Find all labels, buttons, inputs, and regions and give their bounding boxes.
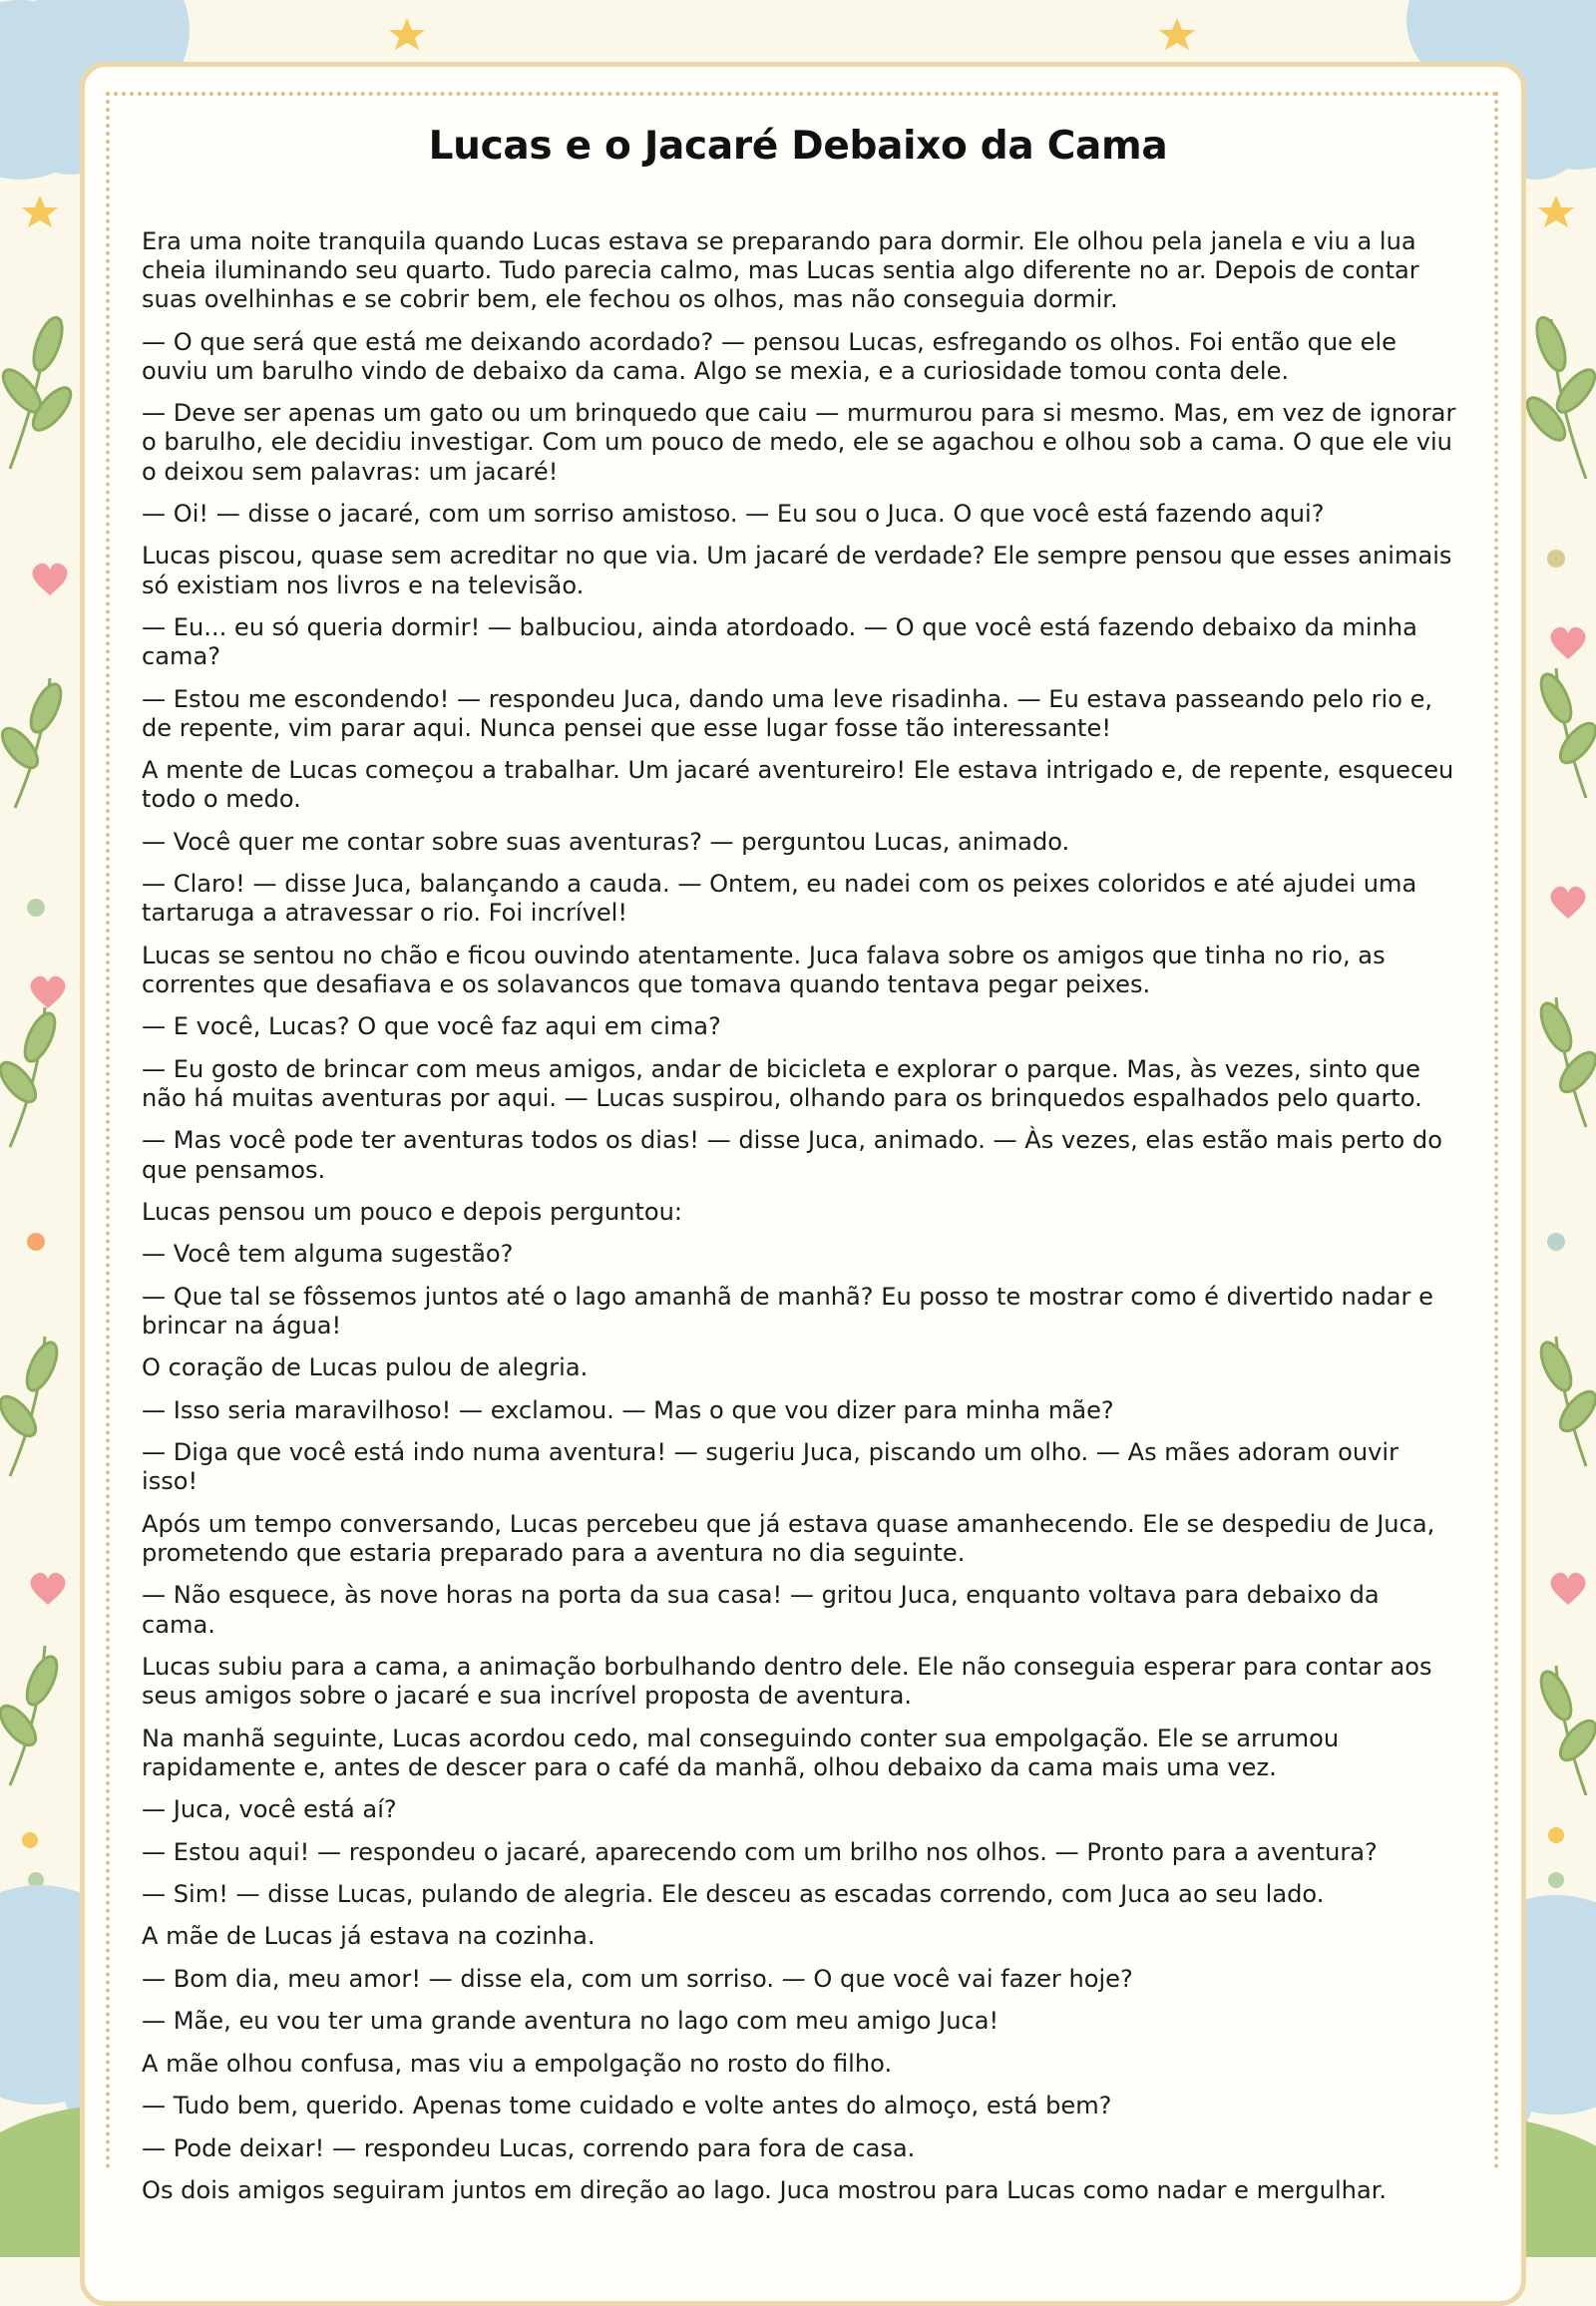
story-paragraph: — Estou me escondendo! — respondeu Juca, dando uma leve risadinha. — Eu estava passeando pelo rio e, de repente, vim parar aqui. Nunca pensei que esse lugar fosse tão interessante! [142, 684, 1433, 742]
story-paragraph: — Sim! — disse Lucas, pulando de alegria. Ele desceu as escadas correndo, com Juca ao seu lado. [142, 1880, 1325, 1909]
story-paragraph: — Pode deixar! — respondeu Lucas, correndo para fora de casa. [142, 2133, 916, 2162]
story-paragraph: — Juca, você está aí? [142, 1795, 397, 1824]
story-paragraph: — E você, Lucas? O que você faz aqui em cima? [142, 1012, 721, 1041]
story-paragraph: Na manhã seguinte, Lucas acordou cedo, mal conseguindo conter sua empolgação. Ele se arrumou rapidamente e, antes de descer para o café da manhã, olhou debaixo da cama mais uma vez. [142, 1724, 1340, 1781]
story-paragraph: Lucas piscou, quase sem acreditar no que via. Um jacaré de verdade? Ele sempre pensou que esses animais só existiam nos livros e na televisão. [142, 542, 1452, 599]
story-paragraph: Após um tempo conversando, Lucas percebeu que já estava quase amanhecendo. Ele se despediu de Juca, prometendo que estaria preparado para a aventura no dia seguinte. [142, 1509, 1435, 1567]
story-paragraph: — O que será que está me deixando acordado? — pensou Lucas, esfregando os olhos. Foi então que ele ouviu um barulho vindo de debaixo da cama. Algo se mexia, e a curiosidade tomou conta dele. [142, 327, 1396, 385]
story-paragraph: — Bom dia, meu amor! — disse ela, com um sorriso. — O que você vai fazer hoje? [142, 1964, 1133, 1993]
story-paragraph: — Diga que você está indo numa aventura! — sugeriu Juca, piscando um olho. — As mães adoram ouvir isso! [142, 1438, 1399, 1496]
story-paragraph: Era uma noite tranquila quando Lucas estava se preparando para dormir. Ele olhou pela janela e viu a lua cheia iluminando seu quarto. Tudo parecia calmo, mas Lucas sentia algo diferente no ar. Depois de contar suas ovelhinhas e se cobrir bem, ele fechou os olhos, mas não conseguia dormir. [142, 227, 1419, 314]
story-paragraph: — Tudo bem, querido. Apenas tome cuidado e volte antes do almoço, está bem? [142, 2092, 1112, 2120]
story-paragraph: — Eu gosto de brincar com meus amigos, andar de bicicleta e explorar o parque. Mas, às vezes, sinto que não há muitas aventuras por aqui. — Lucas suspirou, olhando para os brinquedos espalhados pelo quarto. [142, 1054, 1422, 1112]
story-paragraph: — Você quer me contar sobre suas aventuras? — perguntou Lucas, animado. [142, 827, 1070, 856]
story-paragraph: Lucas subiu para a cama, a animação borbulhando dentro dele. Ele não conseguia esperar para contar aos seus amigos sobre o jacaré e sua incrível proposta de aventura. [142, 1653, 1432, 1711]
story-body [142, 227, 1458, 2219]
left-leaves [0, 314, 77, 1785]
story-paragraph: — Não esquece, às nove horas na porta da sua casa! — gritou Juca, enquanto voltava para debaixo da cama. [142, 1581, 1380, 1639]
story-paragraph: O coração de Lucas pulou de alegria. [142, 1353, 589, 1382]
story-paragraph: — Deve ser apenas um gato ou um brinquedo que caiu — murmurou para si mesmo. Mas, em vez de ignorar o barulho, ele decidiu investigar. Com um pouco de medo, ele se agachou e olhou sob a cama. O que ele viu o deixou sem palavras: um jacaré! [142, 399, 1456, 486]
story-title: Lucas e o Jacaré Debaixo da Cama [428, 124, 1168, 169]
story-paragraph: Os dois amigos seguiram juntos em direção ao lago. Juca mostrou para Lucas como nadar e mergulhar. [142, 2176, 1388, 2205]
story-paragraph: A mãe de Lucas já estava na cozinha. [142, 1922, 596, 1951]
story-paragraph: — Mãe, eu vou ter uma grande aventura no lago com meu amigo Juca! [142, 2007, 999, 2036]
story-paragraph: — Oi! — disse o jacaré, com um sorriso amistoso. — Eu sou o Juca. O que você está fazendo aqui? [142, 500, 1325, 529]
story-paragraph: Lucas se sentou no chão e ficou ouvindo atentamente. Juca falava sobre os amigos que tinha no rio, as correntes que desafiava e os solavancos que tomava quando tentava pegar peixes. [142, 941, 1386, 998]
story-paragraph: A mente de Lucas começou a trabalhar. Um jacaré aventureiro! Ele estava intrigado e, de repente, esqueceu todo o medo. [142, 756, 1454, 814]
story-paragraph: — Eu... eu só queria dormir! — balbuciou, ainda atordoado. — O que você está fazendo debaixo da minha cama? [142, 613, 1417, 671]
story-paragraph: A mãe olhou confusa, mas viu a empolgação no rosto do filho. [142, 2049, 893, 2078]
story-paragraph: — Claro! — disse Juca, balançando a cauda. — Ontem, eu nadei com os peixes coloridos e até ajudei uma tartaruga a atravessar o rio. Foi incrível! [142, 870, 1417, 928]
story-paragraph: — Mas você pode ter aventuras todos os dias! — disse Juca, animado. — Às vezes, elas estão mais perto do que pensamos. [142, 1126, 1442, 1184]
story-paragraph: Lucas pensou um pouco e depois perguntou: [142, 1197, 683, 1226]
story-paragraph: — Isso seria maravilhoso! — exclamou. — Mas o que vou dizer para minha mãe? [142, 1395, 1114, 1424]
story-paragraph: — Estou aqui! — respondeu o jacaré, aparecendo com um brilho nos olhos. — Pronto para a aventura? [142, 1837, 1378, 1866]
story-paragraph: — Você tem alguma sugestão? [142, 1240, 514, 1269]
story-paragraph: — Que tal se fôssemos juntos até o lago amanhã de manhã? Eu posso te mostrar como é divertido nadar e brincar na água! [142, 1282, 1433, 1340]
